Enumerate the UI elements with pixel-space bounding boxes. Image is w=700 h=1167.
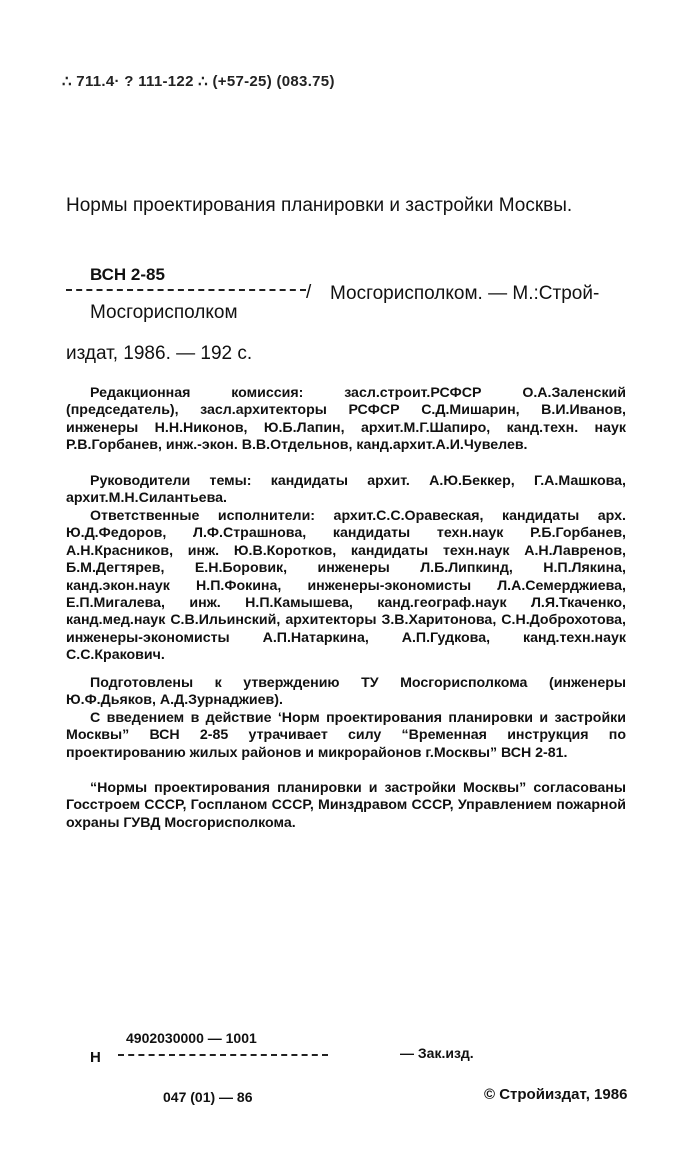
prepared-paragraph <box>66 675 626 710</box>
prepared-text: Подготовлены к утверждению ТУ Мосгорисполкома (инженеры Ю.Ф.Дьяков, А.Д.Зурнаджиев). <box>66 675 626 709</box>
agreement-paragraph <box>66 780 626 832</box>
leaders-text: Руководители темы: кандидаты архит. А.Ю.Беккер, Г.А.Машкова, архит.М.Н.Силантьева. <box>66 473 626 507</box>
publisher-line-3: издат, 1986. — 192 с. <box>66 343 253 364</box>
price-code: 047 (01) — 86 <box>163 1089 253 1105</box>
intro-text: С введением в действие ‘Норм проектирования планировки и застройки Москвы” ВСН 2-85 утрачивает силу “Временная инструкция по проектированию жилых районов и микрорайонов г.Москвы” ВСН 2-81. <box>66 710 626 761</box>
responsible-text: Ответственные исполнители: архит.С.С.Оравеская, кандидаты арх. Ю.Д.Федоров, Л.Ф.Страшнова, кандидаты техн.наук Р.Б.Горбанев, А.Н.Красников, инж. Ю.В.Коротков, кандидаты техн.наук А.Н.Лавренов, Б.М.Дегтярев, Е.Н.Боровик, инженеры Л.Б.Липкинд, Н.П.Лякина, канд.экон.наук Н.П.Фокина, инженеры-экономисты Л.А.Семерджиева, Е.П.Мигалева, инж. Н.П.Камышева, канд.географ.наук Л.Я.Ткаченко, канд.мед.наук С.В.Ильинский, архитекторы З.В.Харитонова, С.Н.Доброхотова, инженеры-экономисты А.П.Натаркина, А.П.Гудкова, канд.техн.наук С.С.Кракович. <box>66 508 626 664</box>
agreed-text: “Нормы проектирования планировки и застройки Москвы” согласованы Госстроем СССР, Госпланом СССР, Минздравом СССР, Управлением пожарной охраны ГУВД Мосгорисполкома. <box>66 780 626 831</box>
responsible-executors-paragraph <box>66 508 626 665</box>
introduction-paragraph <box>66 710 626 762</box>
publisher-line-2: Мосгорисполком <box>90 302 238 323</box>
slash-separator: / <box>306 282 312 303</box>
udk-classification: ∴ 711.4· ? 111-122 ∴ (+57-25) (083.75) <box>62 73 335 90</box>
editorial-text: Редакционная комиссия: засл.строит.РСФСР О.А.Заленский (председатель), засл.архитекторы РСФСР С.Д.Мишарин, В.И.Иванов, инженеры Н.Н.Никонов, Ю.Б.Лапин, архит.М.Г.Шапиро, канд.техн. наук Р.В.Горбанев, инж.-экон. В.В.Отдельнов, канд.архит.А.И.Чувелев. <box>66 385 626 454</box>
copyright-notice: © Стройиздат, 1986 <box>484 1086 628 1103</box>
publisher-line-1: Мосгорисполком. — М.:Строй- <box>330 283 600 304</box>
imprint-number: 4902030000 — 1001 <box>126 1030 257 1046</box>
editorial-committee-paragraph <box>66 385 626 455</box>
topic-leaders-paragraph <box>66 473 626 508</box>
document-title: Нормы проектирования планировки и застройки Москвы. <box>66 195 573 216</box>
order-label: — Зак.изд. <box>400 1045 474 1061</box>
dashed-divider <box>66 289 306 291</box>
imprint-letter: Н <box>90 1049 101 1066</box>
imprint-dashed-line <box>118 1054 328 1056</box>
standard-code: ВСН 2-85 <box>90 265 165 284</box>
